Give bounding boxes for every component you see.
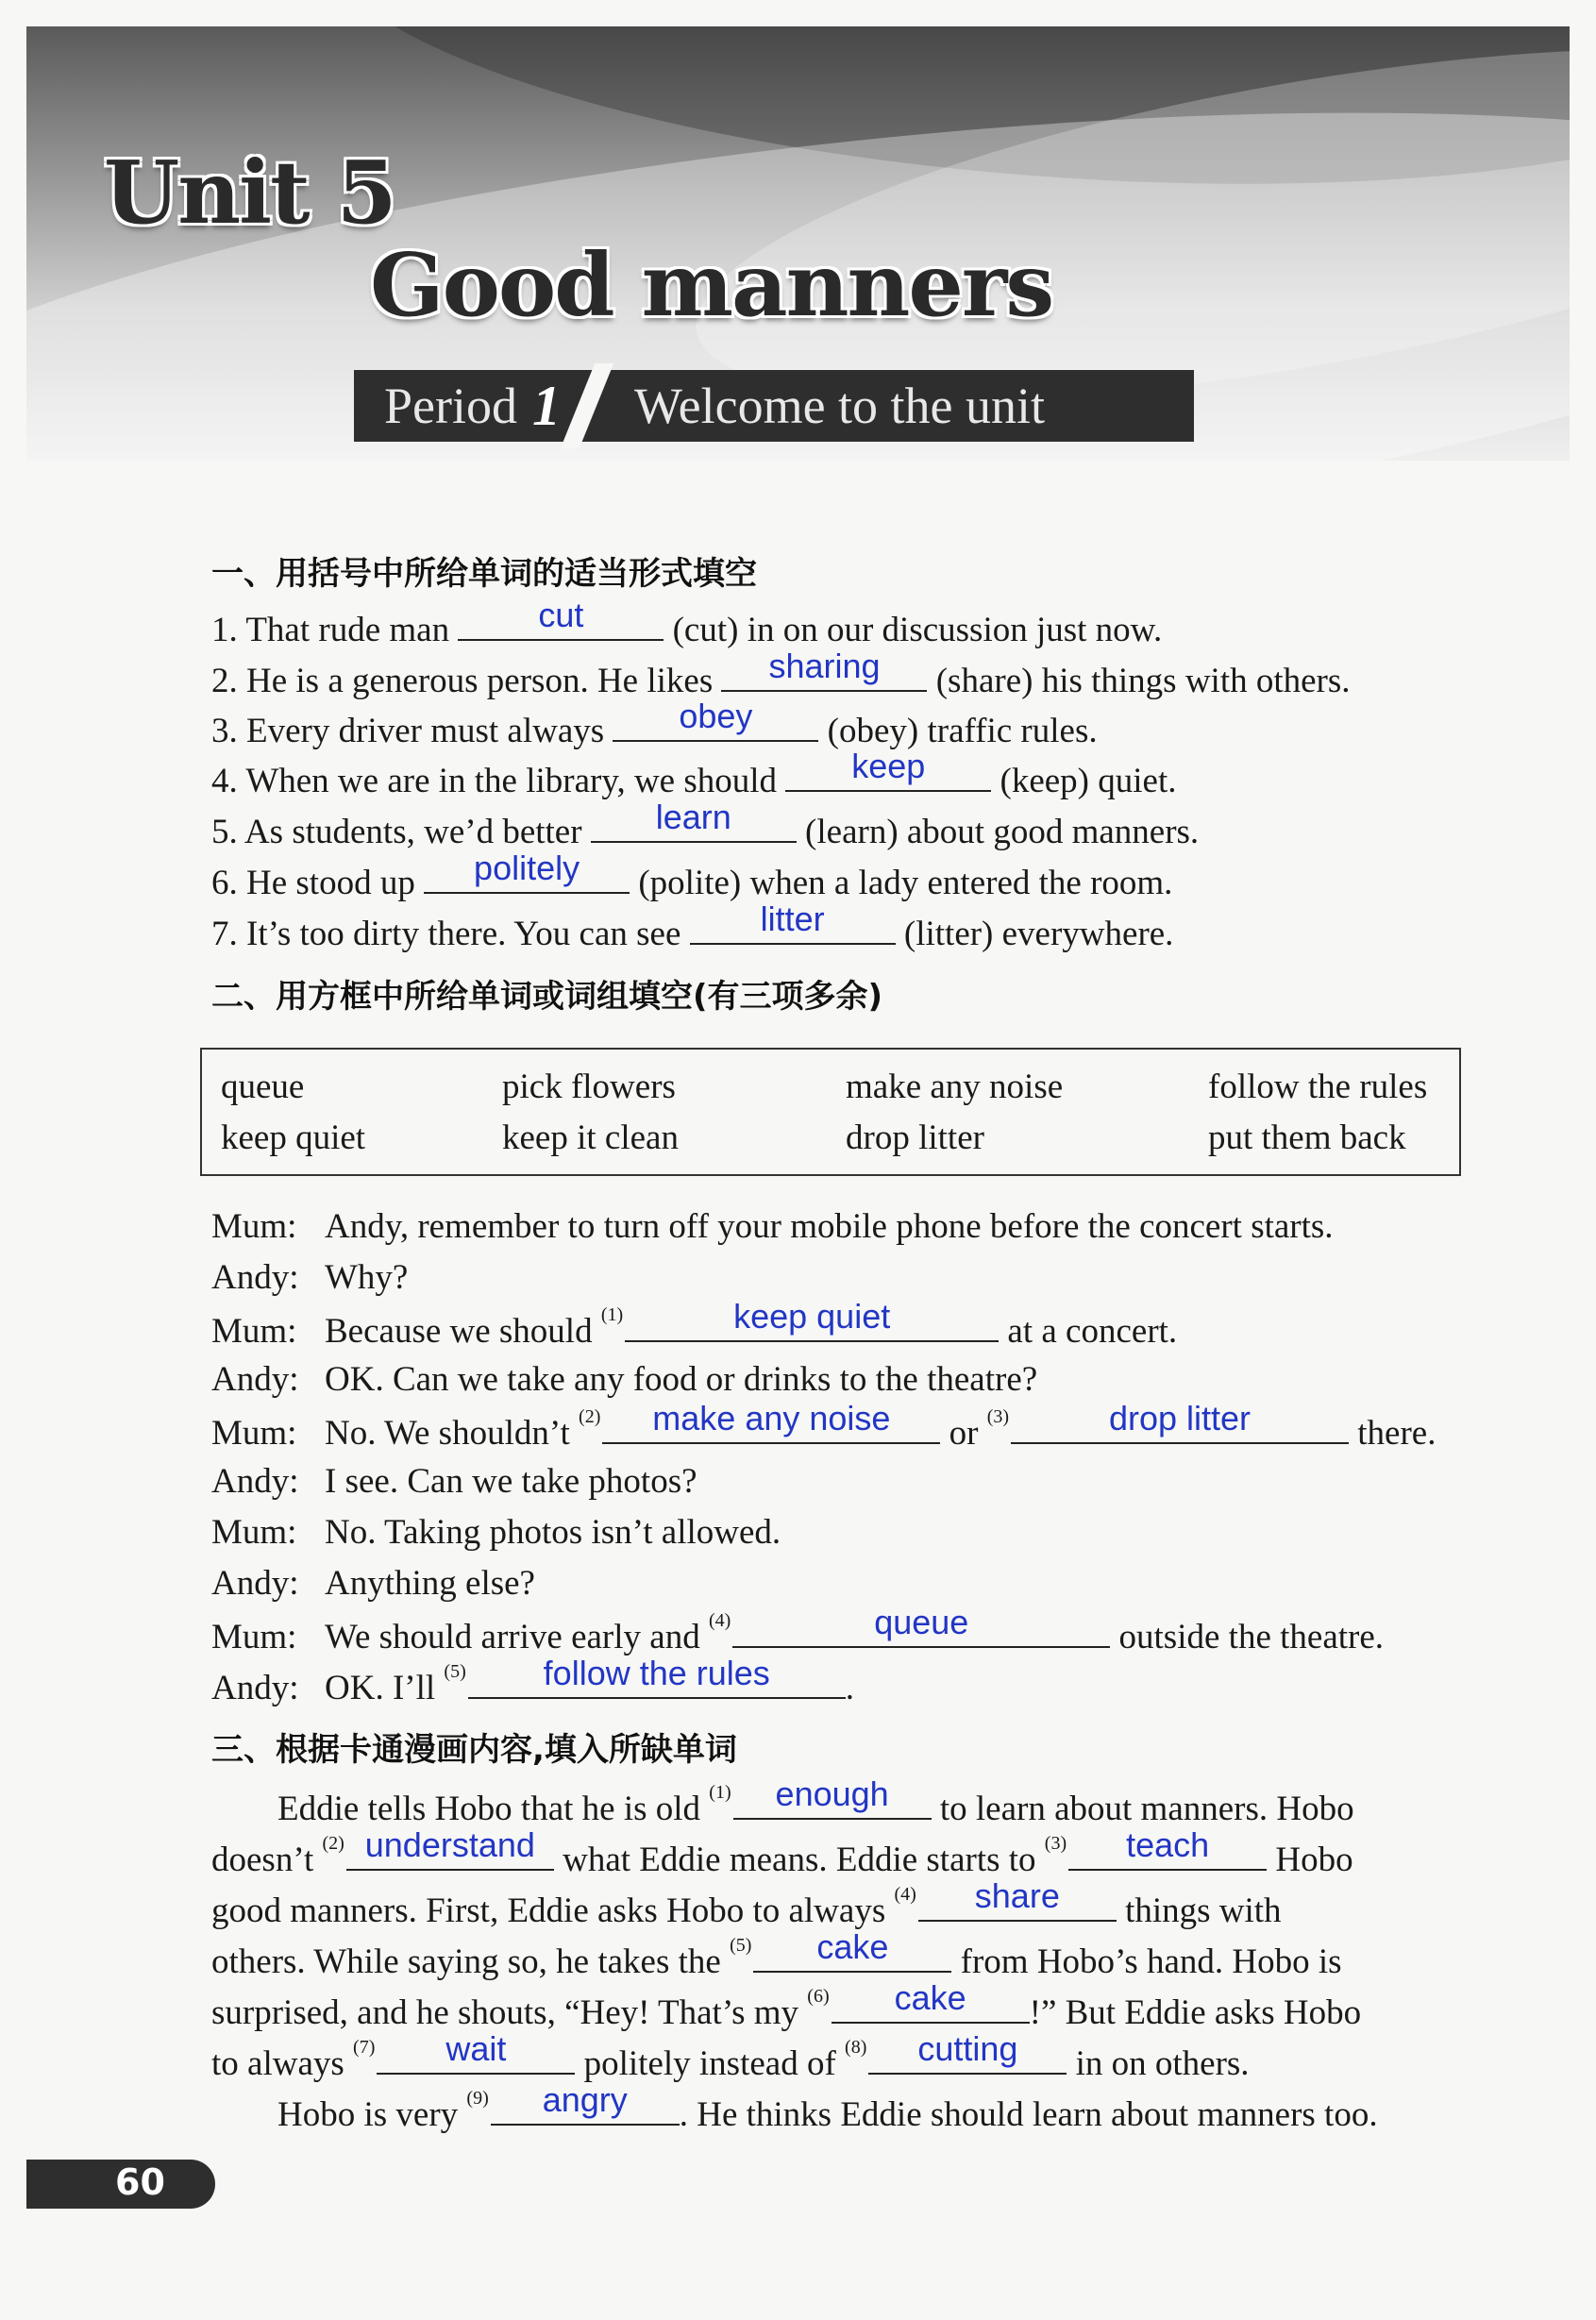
exercise-item	[211, 747, 1177, 801]
dialogue-text: Why?	[325, 1258, 409, 1297]
answer-blank	[377, 2029, 575, 2075]
passage-text: what Eddie means. Eddie starts to	[553, 1841, 1045, 1879]
answer-text: angry	[542, 2080, 628, 2119]
item-text: 1. That rude man	[211, 611, 459, 649]
dialogue-text: No. Taking photos isn’t allowed.	[325, 1513, 781, 1552]
dialogue-line	[211, 1461, 697, 1502]
answer-blank	[613, 697, 818, 742]
dialogue-line	[211, 1206, 1334, 1247]
dialogue-line	[211, 1297, 1178, 1352]
exercise-item	[211, 849, 1173, 903]
dialogue-text: or	[940, 1414, 987, 1453]
answer-text: cut	[538, 596, 584, 634]
dialogue-text: Because we should	[325, 1312, 601, 1351]
blank-number: (4)	[708, 1610, 731, 1631]
answer-text: understand	[364, 1825, 535, 1864]
dialogue-text: Anything else?	[325, 1564, 535, 1603]
passage-text: Eddie tells Hobo that he is old	[277, 1790, 710, 1828]
answer-text: share	[974, 1876, 1060, 1915]
answer-text: litter	[760, 899, 825, 938]
blank-number: (3)	[1044, 1833, 1067, 1854]
answer-text: cake	[894, 1978, 966, 2017]
speaker-label: Andy:	[211, 1462, 299, 1501]
period-bar	[354, 370, 1194, 442]
dialogue-text: .	[845, 1669, 854, 1707]
passage-line	[211, 1927, 1342, 1982]
speaker-label: Mum:	[211, 1618, 297, 1656]
item-text: (polite) when a lady entered the room.	[630, 864, 1173, 902]
item-text: 6. He stood up	[211, 864, 425, 902]
passage-text: politely instead of	[575, 2044, 846, 2083]
answer-text: drop litter	[1108, 1399, 1252, 1437]
passage-text: surprised, and he shouts, “Hey! That’s my	[211, 1993, 808, 2032]
passage-text: doesn’t	[211, 1841, 323, 1879]
answer-text: sharing	[768, 647, 881, 685]
speaker-label: Andy:	[211, 1360, 299, 1399]
answer-blank	[918, 1876, 1117, 1922]
item-text: (litter) everywhere.	[895, 915, 1174, 953]
answer-text: cutting	[917, 2029, 1018, 2068]
blank-number: (9)	[466, 2088, 489, 2109]
dialogue-text: I see. Can we take photos?	[325, 1462, 697, 1501]
item-text: (learn) about good manners.	[796, 813, 1200, 851]
speaker-label: Andy:	[211, 1564, 299, 1603]
answer-blank	[690, 899, 896, 945]
exercise-item	[211, 798, 1200, 852]
passage-text: things with	[1116, 1891, 1282, 1930]
item-text: (obey) traffic rules.	[818, 712, 1098, 750]
passage-text: to always	[211, 2044, 354, 2083]
blank-number: (6)	[807, 1986, 830, 2007]
speaker-label: Andy:	[211, 1669, 299, 1707]
answer-blank	[733, 1774, 932, 1820]
passage-text: . He thinks Eddie should learn about manners too.	[679, 2095, 1378, 2134]
box-word: keep quiet	[221, 1118, 366, 1157]
answer-text: queue	[874, 1603, 969, 1641]
answer-blank	[732, 1603, 1110, 1648]
dialogue-text: OK. Can we take any food or drinks to the theatre?	[325, 1360, 1038, 1399]
answer-text: wait	[445, 2029, 507, 2068]
exercise-item	[211, 647, 1351, 701]
blank-number: (8)	[845, 2037, 867, 2058]
item-text: (keep) quiet.	[991, 762, 1177, 800]
dialogue-text: No. We shouldn’t	[325, 1414, 580, 1453]
answer-blank	[832, 1978, 1030, 2024]
speaker-label: Mum:	[211, 1312, 297, 1351]
blank-number: (3)	[986, 1406, 1010, 1427]
answer-text: politely	[474, 849, 580, 887]
blank-number: (7)	[353, 2037, 376, 2058]
blank-number: (2)	[322, 1833, 344, 1854]
speaker-label: Mum:	[211, 1414, 297, 1453]
answer-blank	[785, 747, 991, 792]
passage-line	[211, 1978, 1362, 2033]
box-word: make any noise	[846, 1068, 1064, 1106]
answer-blank	[625, 1297, 999, 1342]
passage-text: to learn about manners. Hobo	[931, 1790, 1354, 1828]
item-text: 7. It’s too dirty there. You can see	[211, 915, 690, 953]
dialogue-line	[211, 1512, 781, 1553]
exercise-item	[211, 697, 1098, 751]
page-number: 60	[115, 2161, 165, 2203]
box-word: put them back	[1208, 1118, 1406, 1157]
speaker-label: Mum:	[211, 1207, 297, 1246]
passage-line	[211, 1876, 1282, 1931]
answer-text: make any noise	[652, 1399, 891, 1437]
dialogue-text: We should arrive early and	[325, 1618, 709, 1656]
answer-blank	[346, 1825, 554, 1871]
section3-heading: 三、根据卡通漫画内容,填入所缺单词	[211, 1731, 737, 1769]
speaker-label: Mum:	[211, 1513, 297, 1552]
item-text: (share) his things with others.	[927, 662, 1351, 700]
answer-blank	[1068, 1825, 1267, 1871]
item-text: 4. When we are in the library, we should	[211, 762, 786, 800]
dialogue-text: at a concert.	[999, 1312, 1178, 1351]
answer-blank	[491, 2080, 680, 2126]
passage-line	[277, 1774, 1354, 1829]
box-word: queue	[221, 1068, 305, 1106]
box-word: drop litter	[846, 1118, 984, 1157]
dialogue-text: Andy, remember to turn off your mobile phone before the concert starts.	[325, 1207, 1334, 1246]
dialogue-line	[211, 1399, 1436, 1454]
blank-number: (1)	[600, 1304, 624, 1325]
answer-blank	[1011, 1399, 1349, 1444]
passage-text: from Hobo’s hand. Hobo is	[951, 1942, 1342, 1981]
passage-line	[211, 2029, 1250, 2084]
answer-text: enough	[775, 1774, 889, 1813]
answer-text: follow the rules	[543, 1654, 770, 1692]
blank-number: (1)	[709, 1782, 731, 1803]
section2-heading: 二、用方框中所给单词或词组填空(有三项多余)	[211, 978, 883, 1016]
blank-number: (4)	[894, 1884, 916, 1905]
answer-blank	[753, 1927, 951, 1973]
box-word: keep it clean	[502, 1118, 679, 1157]
answer-blank	[591, 798, 797, 843]
answer-blank	[721, 647, 927, 692]
period-divider	[561, 363, 613, 448]
passage-text: !” But Eddie asks Hobo	[1029, 1993, 1362, 2032]
dialogue-text: outside the theatre.	[1110, 1618, 1385, 1656]
period-word: Period	[384, 378, 517, 434]
item-text: 2. He is a generous person. He likes	[211, 662, 722, 700]
period-title: Welcome to the unit	[634, 378, 1046, 434]
passage-text: Hobo is very	[277, 2095, 467, 2134]
item-text: 3. Every driver must always	[211, 712, 613, 750]
unit-title: Good manners	[370, 234, 1053, 336]
answer-text: teach	[1126, 1825, 1210, 1864]
answer-text: keep	[851, 747, 926, 785]
dialogue-line	[211, 1654, 854, 1708]
passage-text: others. While saying so, he takes the	[211, 1942, 731, 1981]
item-text: (cut) in on our discussion just now.	[664, 611, 1163, 649]
answer-blank	[468, 1654, 846, 1699]
answer-blank	[424, 849, 630, 894]
passage-text: Hobo	[1267, 1841, 1353, 1879]
blank-number: (5)	[444, 1661, 466, 1682]
box-word: pick flowers	[502, 1068, 676, 1106]
dialogue-line	[211, 1359, 1037, 1400]
passage-line	[277, 2080, 1378, 2135]
passage-text: in on others.	[1067, 2044, 1250, 2083]
exercise-item	[211, 899, 1174, 954]
dialogue-text: there.	[1349, 1414, 1436, 1453]
answer-text: keep quiet	[733, 1297, 891, 1336]
speaker-label: Andy:	[211, 1258, 299, 1297]
passage-line	[211, 1825, 1353, 1880]
dialogue-line	[211, 1257, 408, 1298]
answer-text: learn	[655, 798, 731, 836]
answer-blank	[458, 596, 664, 641]
answer-text: obey	[679, 697, 753, 735]
dialogue-line	[211, 1563, 535, 1604]
dialogue-line	[211, 1603, 1385, 1657]
answer-blank	[602, 1399, 940, 1444]
answer-text: cake	[816, 1927, 889, 1966]
blank-number: (5)	[730, 1935, 752, 1956]
answer-blank	[868, 2029, 1067, 2075]
box-word: follow the rules	[1208, 1068, 1428, 1106]
blank-number: (2)	[579, 1406, 601, 1427]
exercise-item	[211, 596, 1163, 650]
unit-label: Unit 5	[104, 142, 395, 244]
item-text: 5. As students, we’d better	[211, 813, 591, 851]
word-box	[200, 1048, 1461, 1176]
passage-text: good manners. First, Eddie asks Hobo to always	[211, 1891, 895, 1930]
dialogue-text: OK. I’ll	[325, 1669, 445, 1707]
section1-heading: 一、用括号中所给单词的适当形式填空	[211, 555, 757, 593]
period-number: 1	[532, 374, 561, 437]
